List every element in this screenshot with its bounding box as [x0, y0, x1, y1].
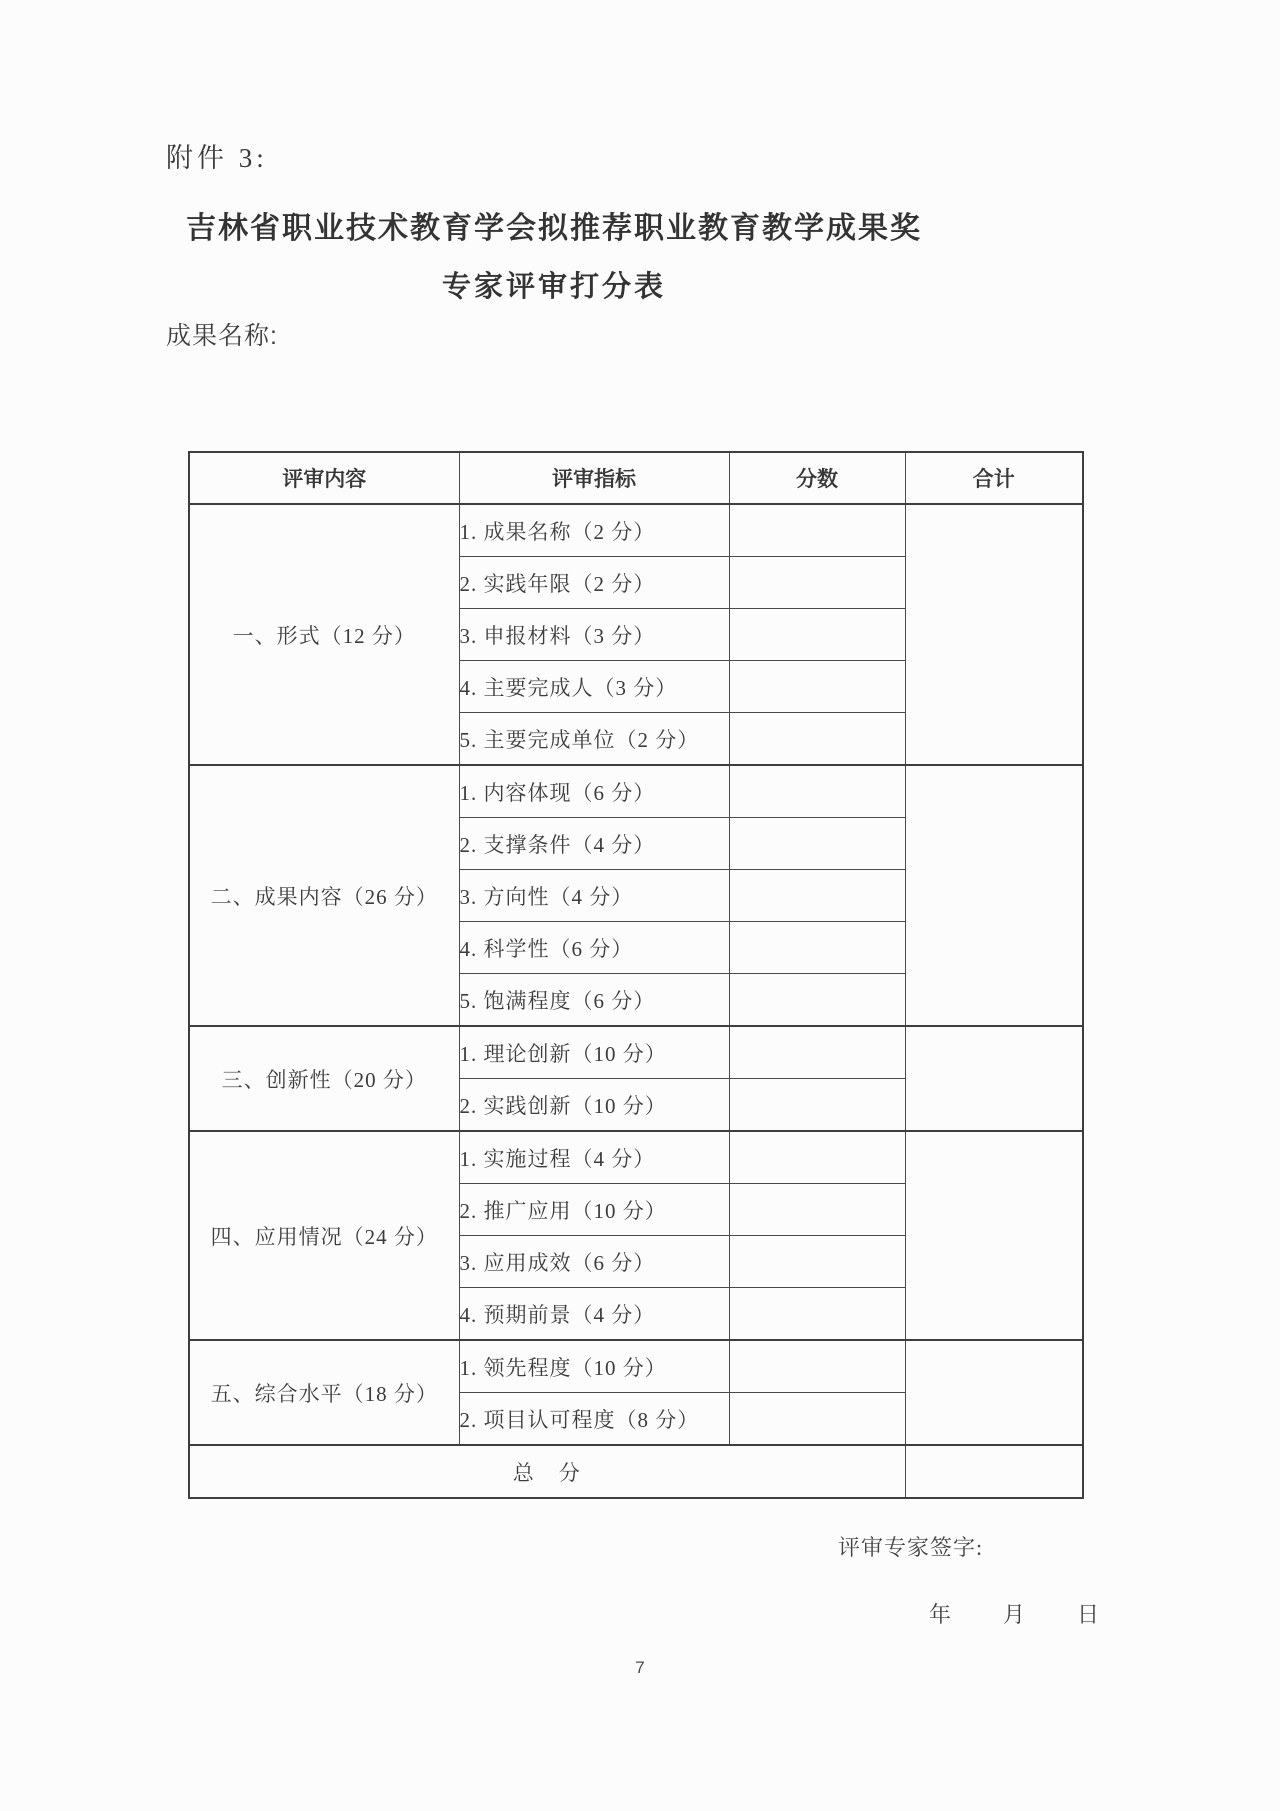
- total-row: [189, 1445, 1083, 1498]
- score-cell: [729, 974, 905, 1027]
- attachment-label: 附件 3:: [166, 143, 268, 173]
- indicator-cell: 1. 内容体现（6 分）: [459, 765, 729, 818]
- score-cell: [729, 818, 905, 870]
- table-row: [189, 504, 1083, 557]
- indicator-cell: 1. 成果名称（2 分）: [459, 504, 729, 557]
- score-cell: [729, 1288, 905, 1341]
- indicator-cell: 2. 支撑条件（4 分）: [459, 818, 729, 870]
- indicator-cell: 3. 方向性（4 分）: [459, 870, 729, 922]
- day-label: 日: [1077, 1602, 1100, 1627]
- subtotal-cell: [905, 1340, 1083, 1445]
- indicator-cell: 4. 科学性（6 分）: [459, 922, 729, 974]
- table-header-row: [189, 452, 1083, 504]
- document-title-block: [0, 203, 1108, 305]
- indicator-cell: 4. 预期前景（4 分）: [459, 1288, 729, 1341]
- indicator-cell: 4. 主要完成人（3 分）: [459, 661, 729, 713]
- score-cell: [729, 1131, 905, 1184]
- indicator-cell: 3. 应用成效（6 分）: [459, 1236, 729, 1288]
- indicator-cell: 5. 主要完成单位（2 分）: [459, 713, 729, 766]
- score-cell: [729, 1393, 905, 1446]
- year-label: 年: [929, 1602, 952, 1627]
- score-cell: [729, 870, 905, 922]
- total-label: 总 分: [189, 1445, 905, 1498]
- month-label: 月: [1003, 1602, 1026, 1627]
- category-cell: 二、成果内容（26 分）: [189, 765, 459, 1026]
- document-title: 吉林省职业技术教育学会拟推荐职业教育教学成果奖: [186, 212, 922, 245]
- score-cell: [729, 661, 905, 713]
- indicator-cell: 1. 实施过程（4 分）: [459, 1131, 729, 1184]
- score-cell: [729, 922, 905, 974]
- table-row: [189, 1131, 1083, 1184]
- score-cell: [729, 504, 905, 557]
- category-cell: 五、综合水平（18 分）: [189, 1340, 459, 1445]
- indicator-cell: 2. 实践年限（2 分）: [459, 557, 729, 609]
- score-cell: [729, 609, 905, 661]
- score-cell: [729, 713, 905, 766]
- column-header-review-content: 评审内容: [189, 452, 459, 504]
- subtotal-cell: [905, 504, 1083, 765]
- column-header-subtotal: 合计: [905, 452, 1083, 504]
- subtotal-cell: [905, 765, 1083, 1026]
- score-cell: [729, 765, 905, 818]
- table-row: [189, 1340, 1083, 1393]
- subtotal-cell: [905, 1131, 1083, 1340]
- score-cell: [729, 1236, 905, 1288]
- score-cell: [729, 1026, 905, 1079]
- date-line: [929, 1598, 1099, 1629]
- score-cell: [729, 557, 905, 609]
- category-cell: 一、形式（12 分）: [189, 504, 459, 765]
- indicator-cell: 2. 项目认可程度（8 分）: [459, 1393, 729, 1446]
- indicator-cell: 1. 领先程度（10 分）: [459, 1340, 729, 1393]
- score-cell: [729, 1184, 905, 1236]
- page-number: 7: [635, 1658, 645, 1677]
- achievement-name-label: 成果名称:: [166, 322, 278, 350]
- subtotal-cell: [905, 1026, 1083, 1131]
- table-row: [189, 1026, 1083, 1079]
- score-cell: [729, 1079, 905, 1132]
- indicator-cell: 1. 理论创新（10 分）: [459, 1026, 729, 1079]
- column-header-score: 分数: [729, 452, 905, 504]
- table-row: [189, 765, 1083, 818]
- indicator-cell: 2. 实践创新（10 分）: [459, 1079, 729, 1132]
- indicator-cell: 5. 饱满程度（6 分）: [459, 974, 729, 1027]
- score-cell: [729, 1340, 905, 1393]
- total-score-cell: [905, 1445, 1083, 1498]
- indicator-cell: 2. 推广应用（10 分）: [459, 1184, 729, 1236]
- scoring-table: [188, 451, 1084, 1499]
- category-cell: 四、应用情况（24 分）: [189, 1131, 459, 1340]
- column-header-review-indicator: 评审指标: [459, 452, 729, 504]
- signature-label: 评审专家签字:: [838, 1535, 984, 1560]
- document-subtitle: 专家评审打分表: [441, 271, 666, 303]
- category-cell: 三、创新性（20 分）: [189, 1026, 459, 1131]
- indicator-cell: 3. 申报材料（3 分）: [459, 609, 729, 661]
